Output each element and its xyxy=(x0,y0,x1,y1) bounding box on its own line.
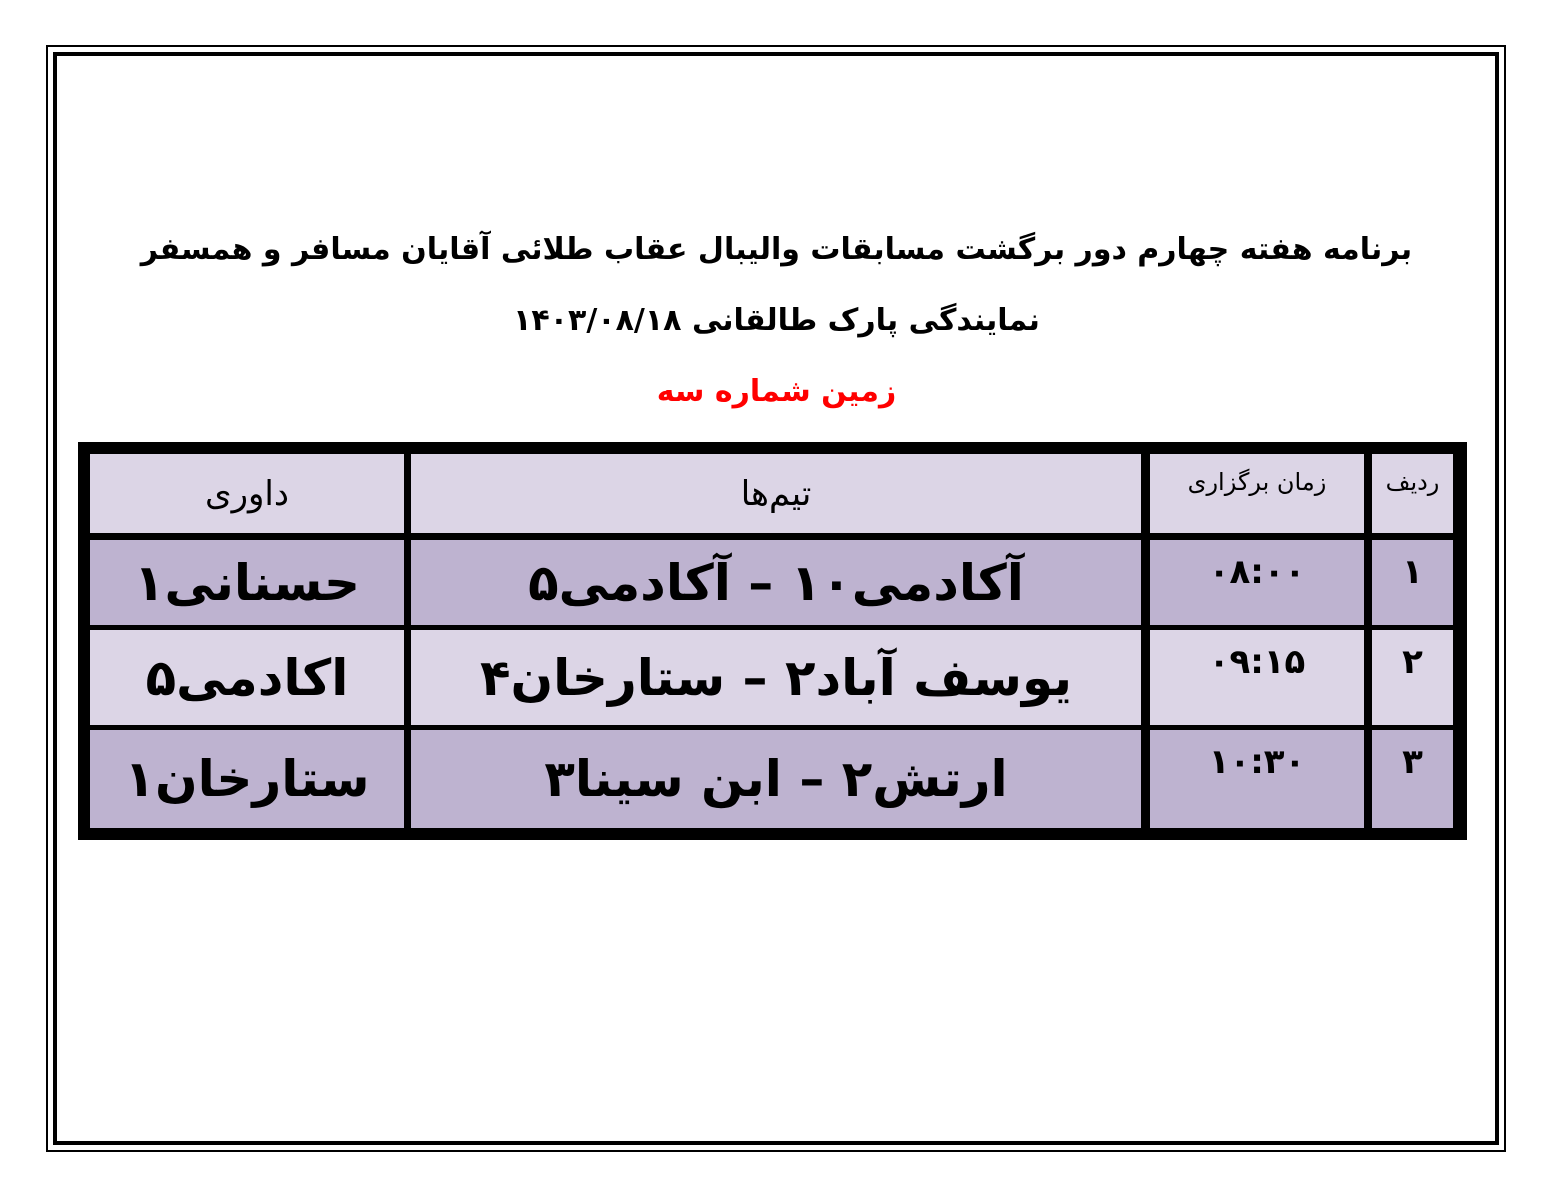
table-row-2-number: ۲ xyxy=(1372,630,1453,725)
table-row-3-teams: ارتش۲ – ابن سینا۳ xyxy=(411,730,1141,828)
table-row-1-number: ۱ xyxy=(1372,540,1453,625)
table-row-1-time: ۰۸:۰۰ xyxy=(1150,540,1364,625)
venue-date-line: نمایندگی پارک طالقانی ۱۴۰۳/۰۸/۱۸ xyxy=(513,303,1040,338)
header-teams: تیم‌ها xyxy=(411,454,1141,533)
table-row-1-teams: آکادمی۱۰ – آکادمی۵ xyxy=(411,540,1141,625)
schedule-title: برنامه هفته چهارم دور برگشت مسابقات والیبال عقاب طلائی آقایان مسافر و همسفر xyxy=(140,232,1413,267)
table-row-2-referee: اکادمی۵ xyxy=(90,630,404,725)
table-row-3-referee: ستارخان۱ xyxy=(90,730,404,828)
header-time: زمان برگزاری xyxy=(1150,454,1364,533)
table-row-2-teams: یوسف آباد۲ – ستارخان۴ xyxy=(411,630,1141,725)
court-label: زمین شماره سه xyxy=(656,374,897,409)
table-row-3-time: ۱۰:۳۰ xyxy=(1150,730,1364,828)
table-row-3-number: ۳ xyxy=(1372,730,1453,828)
header-row-number: ردیف xyxy=(1372,454,1453,533)
table-row-2-time: ۰۹:۱۵ xyxy=(1150,630,1364,725)
header-referee: داوری xyxy=(90,454,404,533)
schedule-table xyxy=(78,442,1467,840)
table-row-1-referee: حسنانی۱ xyxy=(90,540,404,625)
